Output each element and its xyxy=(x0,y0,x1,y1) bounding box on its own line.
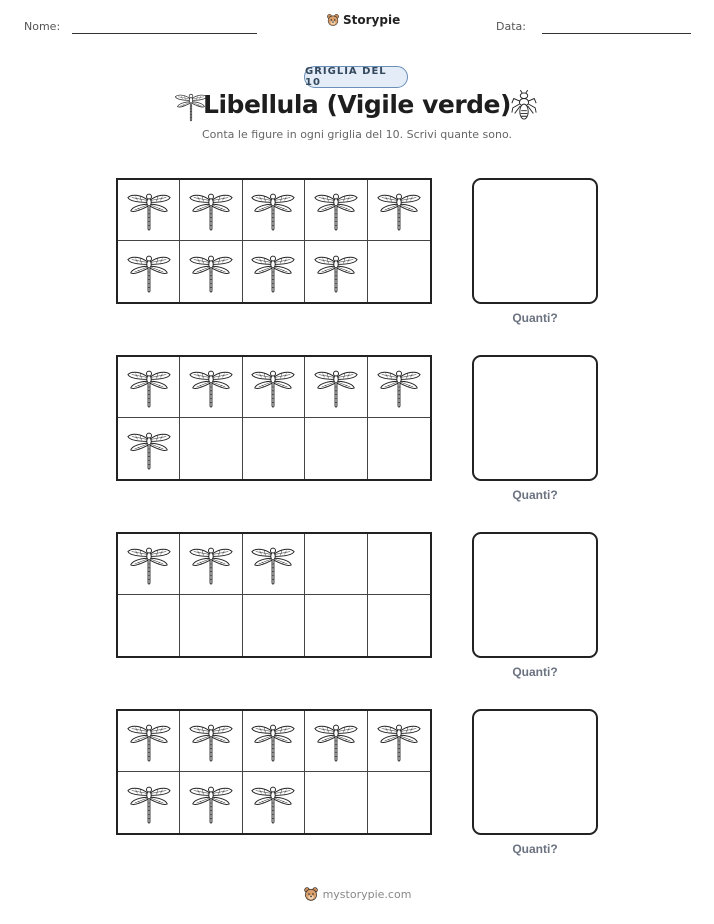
dragonfly-icon xyxy=(188,718,234,764)
ten-frame-cell-filled xyxy=(243,711,305,772)
ten-frame-cell-filled xyxy=(243,357,305,418)
ten-frame-cell-empty xyxy=(243,595,305,656)
answer-label: Quanti? xyxy=(512,842,558,856)
ten-frame-cell-empty xyxy=(305,772,367,833)
dragonfly-icon xyxy=(250,364,296,410)
ten-frame-cell-filled xyxy=(180,772,242,833)
ten-frame-cell-filled xyxy=(118,534,180,595)
dragonfly-icon xyxy=(313,718,359,764)
answer-box[interactable] xyxy=(472,709,598,835)
bear-logo-icon xyxy=(303,886,319,902)
dragonfly-icon xyxy=(250,780,296,826)
footer-url[interactable]: mystorypie.com xyxy=(322,887,412,901)
dragonfly-nymph-icon xyxy=(510,90,538,122)
ten-frame-cell-filled xyxy=(118,418,180,479)
date-field[interactable] xyxy=(542,33,691,34)
ten-frame-cell-empty xyxy=(243,418,305,479)
dragonfly-icon xyxy=(376,718,422,764)
dragonfly-icon xyxy=(126,364,172,410)
dragonfly-icon xyxy=(376,187,422,233)
ten-frame-cell-filled xyxy=(368,711,430,772)
ten-frame-cell-empty xyxy=(305,595,367,656)
ten-frame-cell-empty xyxy=(305,534,367,595)
dragonfly-icon xyxy=(126,718,172,764)
dragonfly-icon xyxy=(126,541,172,587)
dragonfly-icon xyxy=(250,541,296,587)
dragonfly-icon xyxy=(250,718,296,764)
dragonfly-icon xyxy=(188,541,234,587)
ten-frame-cell-filled xyxy=(243,534,305,595)
dragonfly-icon xyxy=(313,364,359,410)
page-title: Libellula (Vigile verde) xyxy=(203,90,511,119)
ten-frame-cell-empty xyxy=(368,595,430,656)
footer xyxy=(0,886,714,902)
dragonfly-icon xyxy=(126,249,172,295)
answer-box[interactable] xyxy=(472,532,598,658)
answer-label: Quanti? xyxy=(512,488,558,502)
ten-frame-grid xyxy=(116,709,432,835)
dragonfly-icon xyxy=(188,187,234,233)
ten-frame-grid xyxy=(116,178,432,304)
dragonfly-icon xyxy=(188,780,234,826)
answer-box[interactable] xyxy=(472,178,598,304)
name-label: Nome: xyxy=(24,20,61,33)
ten-frame-cell-filled xyxy=(180,180,242,241)
ten-frame-cell-filled xyxy=(305,357,367,418)
dragonfly-icon xyxy=(126,187,172,233)
ten-frame-cell-filled xyxy=(118,357,180,418)
dragonfly-icon xyxy=(313,187,359,233)
answer-box[interactable] xyxy=(472,355,598,481)
answer-label: Quanti? xyxy=(512,665,558,679)
ten-frame-cell-filled xyxy=(118,241,180,302)
ten-frame-cell-empty xyxy=(368,772,430,833)
ten-frame-cell-empty xyxy=(368,241,430,302)
dragonfly-icon xyxy=(250,187,296,233)
ten-frame-grid xyxy=(116,355,432,481)
dragonfly-icon xyxy=(126,780,172,826)
brand-name: Storypie xyxy=(343,13,401,27)
dragonfly-icon xyxy=(188,364,234,410)
ten-frame-cell-filled xyxy=(243,241,305,302)
ten-frame-cell-filled xyxy=(180,241,242,302)
ten-frame-cell-empty xyxy=(305,418,367,479)
name-field[interactable] xyxy=(72,33,257,34)
answer-label: Quanti? xyxy=(512,311,558,325)
ten-frame-cell-empty xyxy=(368,418,430,479)
ten-frame-cell-filled xyxy=(305,241,367,302)
dragonfly-icon xyxy=(188,249,234,295)
ten-frame-cell-filled xyxy=(368,180,430,241)
ten-frame-cell-filled xyxy=(305,711,367,772)
ten-frame-cell-filled xyxy=(243,772,305,833)
date-label: Data: xyxy=(496,20,526,33)
ten-frame-cell-empty xyxy=(180,418,242,479)
ten-frame-cell-empty xyxy=(368,534,430,595)
ten-frame-cell-filled xyxy=(118,711,180,772)
brand-logo xyxy=(326,13,400,27)
ten-frame-cell-filled xyxy=(243,180,305,241)
ten-frame-cell-filled xyxy=(180,534,242,595)
ten-frame-cell-filled xyxy=(305,180,367,241)
ten-frame-cell-filled xyxy=(118,772,180,833)
dragonfly-icon xyxy=(313,249,359,295)
ten-frame-cell-filled xyxy=(180,357,242,418)
ten-frame-cell-filled xyxy=(368,357,430,418)
ten-frame-cell-empty xyxy=(180,595,242,656)
ten-frame-cell-filled xyxy=(118,180,180,241)
dragonfly-icon xyxy=(126,426,172,472)
ten-frame-grid xyxy=(116,532,432,658)
ten-frame-cell-filled xyxy=(180,711,242,772)
worksheet-badge: GRIGLIA DEL 10 xyxy=(304,66,408,88)
ten-frame-cell-empty xyxy=(118,595,180,656)
dragonfly-icon xyxy=(376,364,422,410)
instructions: Conta le figure in ogni griglia del 10. Scrivi quante sono. xyxy=(201,128,512,141)
bear-logo-icon xyxy=(326,13,340,27)
dragonfly-icon xyxy=(250,249,296,295)
